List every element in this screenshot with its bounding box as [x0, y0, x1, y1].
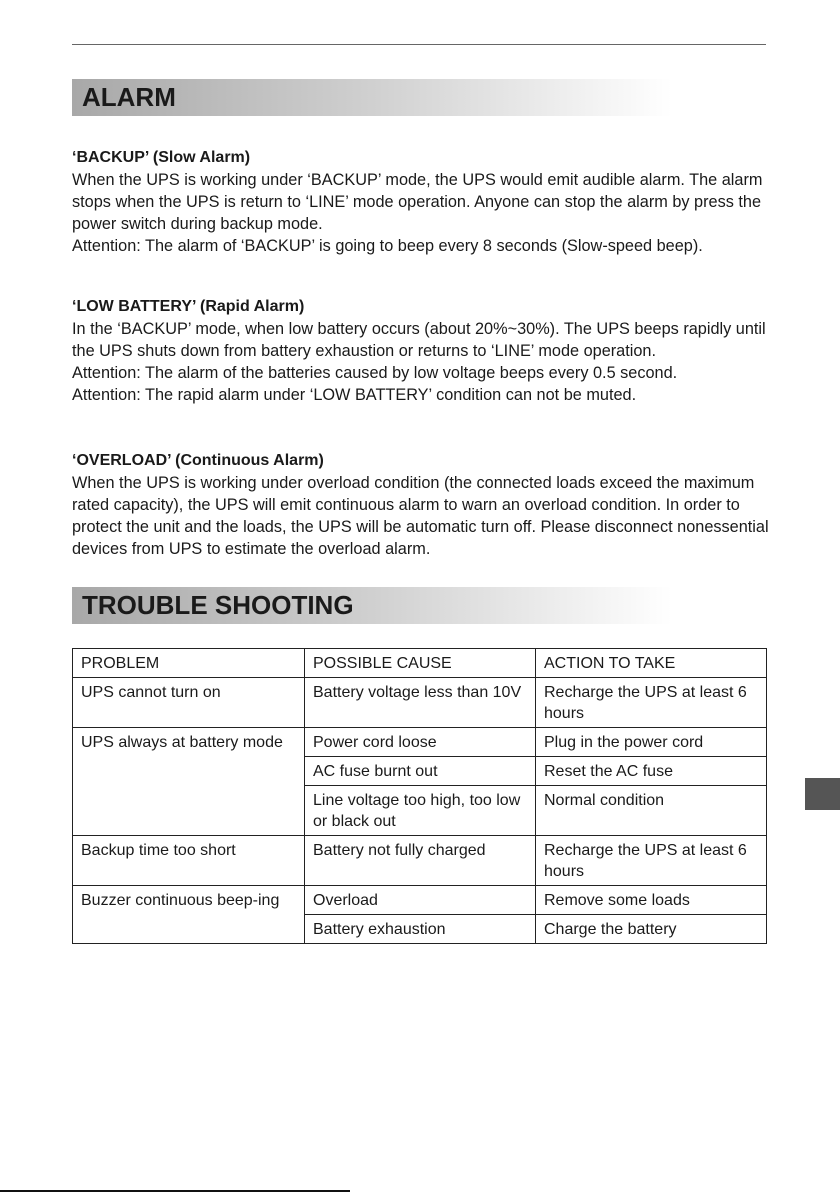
- problem-cell: UPS always at battery mode: [73, 728, 305, 836]
- troubleshooting-table: [72, 648, 767, 944]
- paragraph: When the UPS is working under overload condition (the connected loads exceed the maximum rated capacity), the UPS will emit continuous alarm to warn an overload condition. In order to protect the unit and the loads, the UPS will be automatic turn off. Please disconnect nonessential devices from UPS to estimate the overload alarm.: [72, 474, 769, 558]
- cause-cell: Overload: [305, 886, 536, 915]
- action-cell: Normal condition: [536, 786, 767, 836]
- table-row: [73, 678, 767, 728]
- table-row: [73, 886, 767, 915]
- paragraph: Attention: The rapid alarm under ‘LOW BATTERY’ condition can not be muted.: [72, 386, 637, 404]
- problem-cell: Backup time too short: [73, 836, 305, 886]
- header-cell: POSSIBLE CAUSE: [305, 649, 536, 678]
- paragraph: Attention: The alarm of the batteries caused by low voltage beeps every 0.5 second.: [72, 364, 678, 382]
- subheading: ‘OVERLOAD’ (Continuous Alarm): [72, 452, 324, 469]
- subheading: ‘LOW BATTERY’ (Rapid Alarm): [72, 298, 305, 315]
- table-row: [73, 728, 767, 757]
- header-rule: [72, 44, 766, 45]
- section-title: TROUBLE SHOOTING: [82, 590, 354, 620]
- action-cell: Recharge the UPS at least 6 hours: [536, 836, 767, 886]
- subheading: ‘BACKUP’ (Slow Alarm): [72, 149, 251, 166]
- section-bar-trouble: [72, 587, 672, 624]
- cause-cell: Battery voltage less than 10V: [305, 678, 536, 728]
- problem-cell: Buzzer continuous beep-ing: [73, 886, 305, 944]
- action-cell: Plug in the power cord: [536, 728, 767, 757]
- problem-cell: UPS cannot turn on: [73, 678, 305, 728]
- overload-section: [72, 450, 772, 560]
- paragraph: In the ‘BACKUP’ mode, when low battery occurs (about 20%~30%). The UPS beeps rapidly until the UPS shuts down from battery exhaustion or returns to ‘LINE’ mode operation.: [72, 320, 766, 360]
- action-cell: Remove some loads: [536, 886, 767, 915]
- action-cell: Reset the AC fuse: [536, 757, 767, 786]
- action-cell: Recharge the UPS at least 6 hours: [536, 678, 767, 728]
- cause-cell: Power cord loose: [305, 728, 536, 757]
- cause-cell: Battery not fully charged: [305, 836, 536, 886]
- cause-cell: Battery exhaustion: [305, 915, 536, 944]
- section-bar-alarm: [72, 79, 672, 116]
- table-header-row: [73, 649, 767, 678]
- header-cell: PROBLEM: [73, 649, 305, 678]
- page-side-tab: [805, 778, 840, 810]
- header-cell: ACTION TO TAKE: [536, 649, 767, 678]
- section-title: ALARM: [82, 82, 176, 112]
- table-row: [73, 836, 767, 886]
- low-battery-section: [72, 296, 772, 406]
- paragraph: When the UPS is working under ‘BACKUP’ mode, the UPS would emit audible alarm. The alarm stops when the UPS is return to ‘LINE’ mode operation. Anyone can stop the alarm by press the power switch during backup mode.: [72, 171, 763, 233]
- paragraph: Attention: The alarm of ‘BACKUP’ is going to beep every 8 seconds (Slow-speed beep).: [72, 237, 703, 255]
- cause-cell: AC fuse burnt out: [305, 757, 536, 786]
- backup-alarm-section: [72, 147, 772, 257]
- cause-cell: Line voltage too high, too low or black out: [305, 786, 536, 836]
- action-cell: Charge the battery: [536, 915, 767, 944]
